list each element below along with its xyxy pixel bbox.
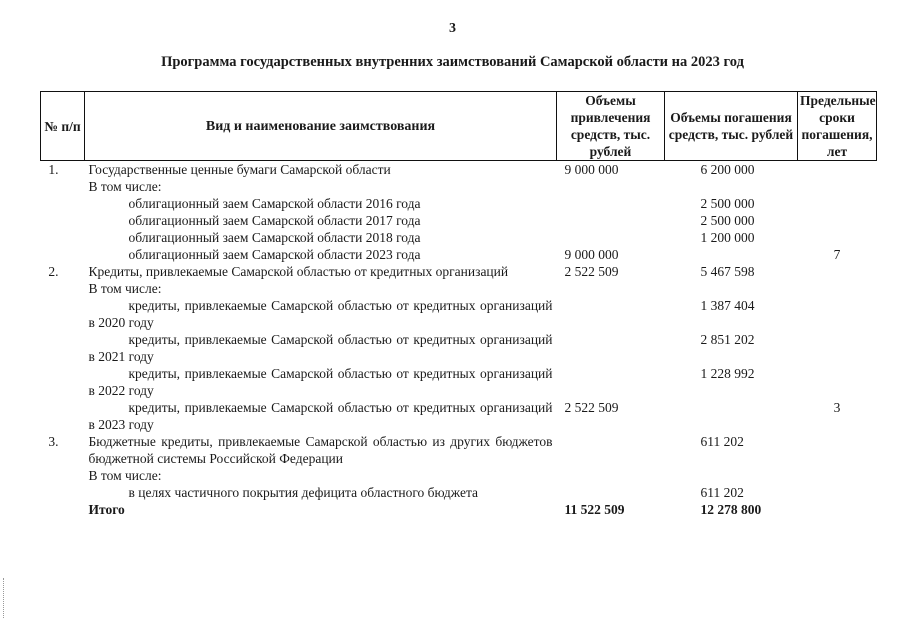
row-attraction (557, 195, 665, 212)
total-term (798, 501, 877, 518)
row-term (798, 467, 877, 484)
row-name: кредиты, привлекаемые Самарской областью от кредитных организаций в 2020 году (88, 298, 553, 330)
row-num (41, 212, 85, 229)
table-row (41, 365, 877, 399)
row-repayment: 1 228 992 (700, 366, 755, 381)
row-attraction (557, 331, 665, 365)
row-num (41, 484, 85, 501)
row-name: облигационный заем Самарской области 2017 года (128, 213, 421, 228)
row-term (798, 178, 877, 195)
table-row (41, 297, 877, 331)
table-row (41, 246, 877, 263)
row-num (41, 246, 85, 263)
row-term (798, 484, 877, 501)
row-term (798, 280, 877, 297)
row-name: В том числе: (88, 281, 162, 296)
row-name: В том числе: (88, 468, 162, 483)
row-name: Бюджетные кредиты, привлекаемые Самарской областью из других бюджетов бюджетной системы Российской Федерации (88, 434, 553, 466)
row-name: кредиты, привлекаемые Самарской областью от кредитных организаций в 2022 году (88, 366, 553, 398)
row-num: 3. (48, 434, 59, 449)
row-num: 2. (48, 264, 59, 279)
table-row (41, 467, 877, 484)
table-row (41, 484, 877, 501)
row-term (798, 331, 877, 365)
total-label: Итого (88, 502, 125, 517)
table-row (41, 280, 877, 297)
row-name: облигационный заем Самарской области 2016 года (128, 196, 421, 211)
table-header-row (41, 92, 877, 161)
row-repayment: 5 467 598 (700, 264, 755, 279)
row-term (798, 365, 877, 399)
row-attraction (557, 212, 665, 229)
header-term: Предельные сроки погашения, лет (798, 92, 877, 161)
row-name: в целях частичного покрытия дефицита областного бюджета (128, 485, 479, 500)
header-num: № п/п (41, 92, 85, 161)
row-num (41, 365, 85, 399)
borrowing-program-table (40, 91, 877, 518)
row-attraction (557, 433, 665, 467)
row-term (798, 297, 877, 331)
row-term (798, 229, 877, 246)
table-row (41, 263, 877, 280)
row-repayment (665, 280, 798, 297)
header-name: Вид и наименование заимствования (85, 92, 557, 161)
row-attraction (557, 484, 665, 501)
table-row (41, 399, 877, 433)
row-repayment: 611 202 (700, 485, 744, 500)
row-attraction (557, 178, 665, 195)
row-name: кредиты, привлекаемые Самарской областью от кредитных организаций в 2021 году (88, 332, 553, 364)
row-name: В том числе: (88, 179, 162, 194)
row-term (798, 195, 877, 212)
row-num (41, 195, 85, 212)
row-repayment (665, 246, 798, 263)
row-attraction: 2 522 509 (564, 264, 619, 279)
table-row (41, 178, 877, 195)
row-attraction (557, 467, 665, 484)
row-attraction: 9 000 000 (564, 162, 619, 177)
table-row (41, 212, 877, 229)
header-attraction: Объемы привлечения средств, тыс. рублей (557, 92, 665, 161)
row-num: 1. (48, 162, 59, 177)
table-row (41, 229, 877, 246)
row-attraction: 2 522 509 (564, 400, 619, 415)
row-repayment: 6 200 000 (700, 162, 755, 177)
row-name: кредиты, привлекаемые Самарской областью от кредитных организаций в 2023 году (88, 400, 553, 432)
page-number: 3 (449, 21, 456, 36)
row-repayment: 1 200 000 (700, 230, 755, 245)
row-repayment: 1 387 404 (700, 298, 755, 313)
row-term (798, 212, 877, 229)
document-title: Программа государственных внутренних заимствований Самарской области на 2023 год (161, 54, 744, 70)
row-term: 3 (833, 400, 841, 415)
row-term: 7 (833, 247, 841, 262)
row-term (798, 433, 877, 467)
row-num (41, 280, 85, 297)
table-row (41, 195, 877, 212)
row-num (41, 297, 85, 331)
row-attraction (557, 365, 665, 399)
row-num (41, 331, 85, 365)
row-attraction (557, 297, 665, 331)
row-attraction (557, 229, 665, 246)
header-repayment: Объемы погашения средств, тыс. рублей (665, 92, 798, 161)
row-name: Государственные ценные бумаги Самарской области (88, 162, 391, 177)
row-name: Кредиты, привлекаемые Самарской областью от кредитных организаций (88, 264, 509, 279)
total-row (41, 501, 877, 518)
row-num (41, 229, 85, 246)
row-repayment: 611 202 (700, 434, 744, 449)
row-term (798, 263, 877, 280)
row-name: облигационный заем Самарской области 2018 года (128, 230, 421, 245)
row-repayment: 2 851 202 (700, 332, 755, 347)
total-attraction: 11 522 509 (564, 502, 625, 517)
total-num (41, 501, 85, 518)
table-row (41, 161, 877, 179)
table-row (41, 331, 877, 365)
row-num (41, 399, 85, 433)
total-repayment: 12 278 800 (700, 502, 762, 517)
row-repayment (665, 399, 798, 433)
row-repayment (665, 178, 798, 195)
row-num (41, 467, 85, 484)
row-term (798, 161, 877, 179)
margin-scan-artifact (3, 578, 8, 618)
row-attraction: 9 000 000 (564, 247, 619, 262)
row-repayment: 2 500 000 (700, 213, 755, 228)
row-name: облигационный заем Самарской области 2023 года (128, 247, 421, 262)
row-repayment (665, 467, 798, 484)
row-attraction (557, 280, 665, 297)
row-repayment: 2 500 000 (700, 196, 755, 211)
table-row (41, 433, 877, 467)
row-num (41, 178, 85, 195)
